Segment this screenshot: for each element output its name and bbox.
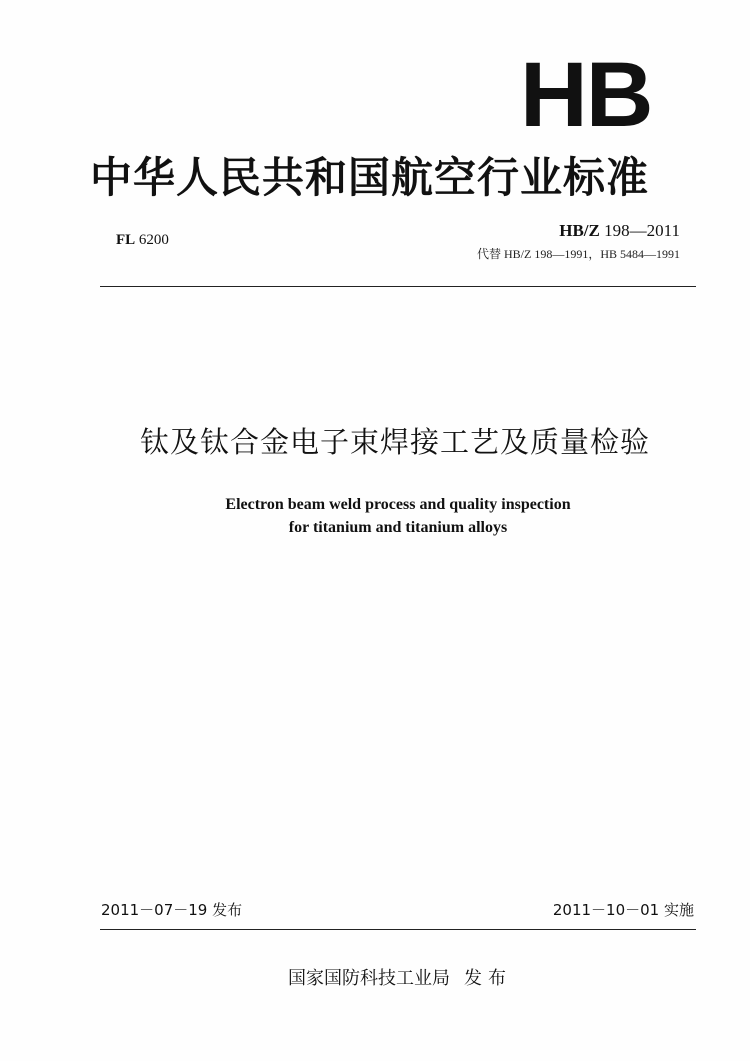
hb-logo: HB — [520, 58, 652, 132]
bottom-divider — [100, 929, 696, 930]
standard-title: 中华人民共和国航空行业标准 — [90, 153, 650, 202]
top-divider — [100, 286, 696, 287]
replaces-note: 代替 HB/Z 198—1991，HB 5484—1991 — [476, 247, 680, 261]
document-title-cn: 钛及钛合金电子束焊接工艺及质量检验 — [139, 425, 650, 459]
implementation-date: 2011－10－01 实施 — [552, 901, 694, 919]
classification-number: 6200 — [138, 232, 169, 248]
issuer-action: 发布 — [464, 968, 512, 989]
standard-number — [559, 221, 680, 241]
standard-number-prefix: HB/Z — [559, 221, 600, 240]
standard-number-code: 198—2011 — [604, 221, 680, 240]
issue-date: 2011－07－19 发布 — [101, 901, 243, 919]
classification-prefix: FL — [116, 232, 136, 248]
document-title-en-line2: for titanium and titanium alloys — [288, 519, 508, 536]
classification-code — [116, 232, 169, 249]
issuer-line — [0, 964, 750, 990]
document-title-en-line1: Electron beam weld process and quality inspection — [225, 496, 571, 513]
issuer-name: 国家国防科技工业局 — [288, 968, 450, 989]
